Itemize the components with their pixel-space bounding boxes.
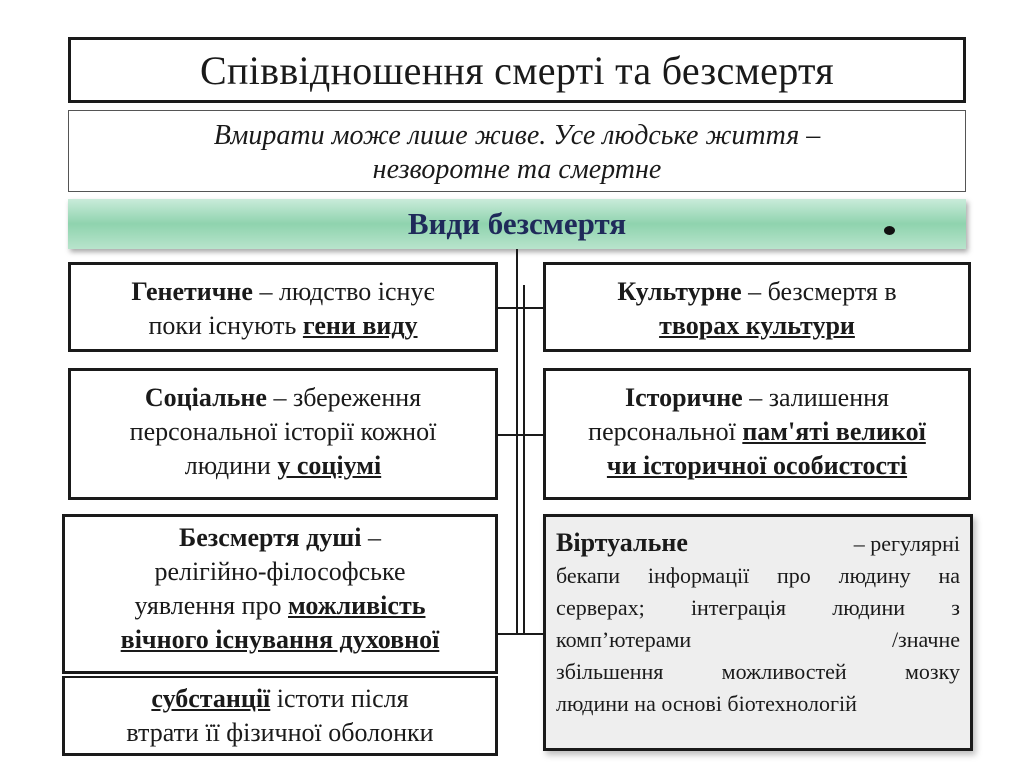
cultural-emphasis: творах культури — [659, 311, 855, 340]
soul-text-1: – — [361, 523, 381, 552]
connector-row-3 — [498, 633, 543, 635]
genetic-emphasis: гени виду — [302, 311, 418, 340]
subtitle-line-1: Вмирати може лише живе. Усе людське життя – — [213, 120, 821, 151]
virtual-text-1: – регулярні — [853, 531, 960, 556]
soul-emphasis-2: вічного існування духовної — [120, 625, 440, 654]
social-immortality-box — [68, 368, 498, 500]
connector-row-2 — [498, 434, 543, 436]
virtual-text-4a: комп’ютерами — [556, 627, 692, 652]
historical-emphasis-2: чи історичної особистості — [606, 451, 908, 480]
historical-text-2: персональної — [588, 417, 743, 446]
soul-text-2: релігійно-філософське — [154, 557, 406, 586]
title-box — [68, 37, 966, 103]
bullet-dot — [884, 226, 895, 235]
historical-term: Історичне — [625, 383, 743, 412]
virtual-term: Віртуальне — [556, 528, 688, 557]
cultural-term: Культурне — [617, 277, 742, 306]
soul-text-3: уявлення про — [134, 591, 288, 620]
soul-text-5: втрати її фізичної оболонки — [126, 718, 434, 747]
social-term: Соціальне — [144, 383, 267, 412]
virtual-text-4b: /значне — [891, 627, 960, 652]
historical-immortality-box — [543, 368, 971, 500]
genetic-text-1: – людство існує — [252, 277, 435, 306]
soul-term: Безсмертя душі — [179, 523, 362, 552]
virtual-text-6: людини на основі біотехнологій — [556, 691, 857, 716]
genetic-term: Генетичне — [131, 277, 253, 306]
soul-text-4: істоти після — [270, 684, 409, 713]
social-text-2: персональної історії кожної — [129, 417, 437, 446]
types-header: Види безсмертя — [407, 206, 627, 241]
genetic-immortality-box — [68, 262, 498, 352]
virtual-immortality-box — [543, 514, 973, 751]
social-text-1: – збереження — [266, 383, 422, 412]
virtual-text-5: збільшення можливостей мозку — [556, 659, 960, 684]
historical-text-1: – залишення — [742, 383, 889, 412]
subtitle-box — [68, 110, 966, 192]
virtual-text-3: серверах; інтеграція людини з — [556, 595, 960, 620]
soul-immortality-box — [62, 514, 498, 674]
soul-emphasis-3: субстанції — [151, 684, 271, 713]
subtitle-line-2: незворотне та смертне — [372, 154, 662, 185]
social-text-3: людини — [184, 451, 278, 480]
cultural-immortality-box — [543, 262, 971, 352]
page-title: Співвідношення смерті та безсмертя — [200, 47, 834, 93]
types-header-bar — [68, 199, 966, 249]
connector-trunk-right — [523, 285, 525, 635]
cultural-text-1: – безсмертя в — [741, 277, 897, 306]
historical-emphasis-1: пам'яті великої — [742, 417, 926, 446]
virtual-text-2: бекапи інформації про людину на — [556, 563, 960, 588]
connector-row-1 — [498, 307, 543, 309]
soul-emphasis-1: можливість — [288, 591, 426, 620]
soul-immortality-box-continued — [62, 676, 498, 756]
social-emphasis: у соціумі — [277, 451, 382, 480]
genetic-text-2: поки існують — [148, 311, 303, 340]
